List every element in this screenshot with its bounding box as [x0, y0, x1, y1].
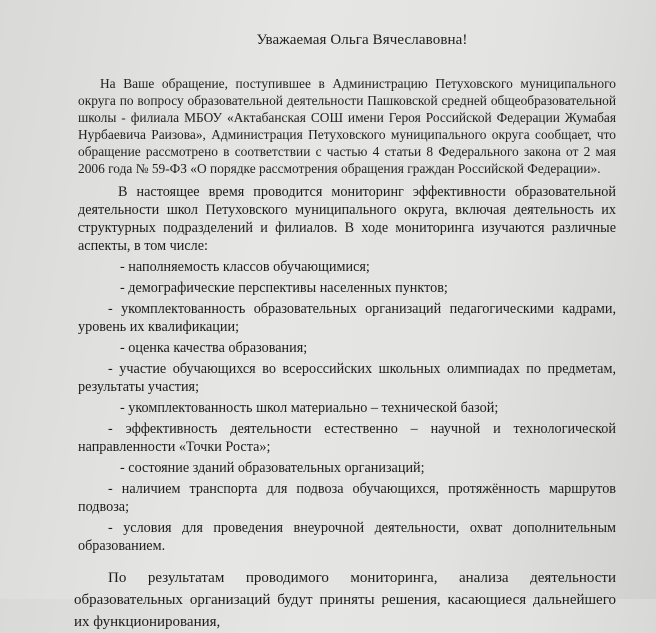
paragraph-appeal [78, 75, 616, 177]
paragraph-monitoring [78, 183, 616, 255]
aspect-item: - укомплектованность школ материально – технической базой; [120, 400, 499, 416]
aspect-item: - демографические перспективы населенных пунктов; [120, 280, 448, 296]
letter-greeting: Уважаемая Ольга Вячеславовна! [256, 32, 468, 48]
aspect-item: - укомплектованность образовательных организаций педагогическими кадрами, уровень их квалификации; [78, 301, 616, 335]
aspect-item: - оценка качества образования; [120, 340, 308, 356]
aspect-item: - условия для проведения внеурочной деятельности, охват дополнительным образованием. [78, 520, 616, 554]
paragraph-appeal-text: На Ваше обращение, поступившее в Администрацию Петуховского муниципального округа по вопросу образовательной деятельности Пашковской средней общеобразовательной школы - филиала МБОУ «Актабанская СОШ имени Героя Российской Федерации Жумабая Нурбаевича Раизова», Администрация Петуховского муниципального округа сообщает, что обращение рассмотрено в соответствии с частью 4 статьи 8 Федерального закона от 2 мая 2006 года № 59-ФЗ «О порядке рассмотрения обращения граждан Российской Федерации». [78, 76, 616, 176]
paragraph-results [74, 567, 616, 633]
aspect-item: - наличием транспорта для подвоза обучающихся, протяжённость маршрутов подвоза; [78, 481, 616, 515]
paragraph-results-text: По результатам проводимого мониторинга, анализа деятельности образовательных организаций будут приняты решения, касающиеся дальнейшего их функционирования, [74, 570, 616, 630]
aspect-item: - состояние зданий образовательных организаций; [120, 460, 425, 476]
paragraph-monitoring-text: В настоящее время проводится мониторинг эффективности образовательной деятельности школ Петуховского муниципального округа, включая деятельность их структурных подразделений и филиалов. В ходе мониторинга изучаются различные аспекты, в том числе: [78, 184, 616, 254]
aspect-item: - наполняемость классов обучающимися; [120, 259, 370, 275]
aspects-list [78, 258, 616, 555]
aspect-item: - участие обучающихся во всероссийских школьных олимпиадах по предметам, результаты участия; [78, 361, 616, 395]
aspect-item: - эффективность деятельности естественно – научной и технологической направленности «Точки Роста»; [78, 421, 616, 455]
